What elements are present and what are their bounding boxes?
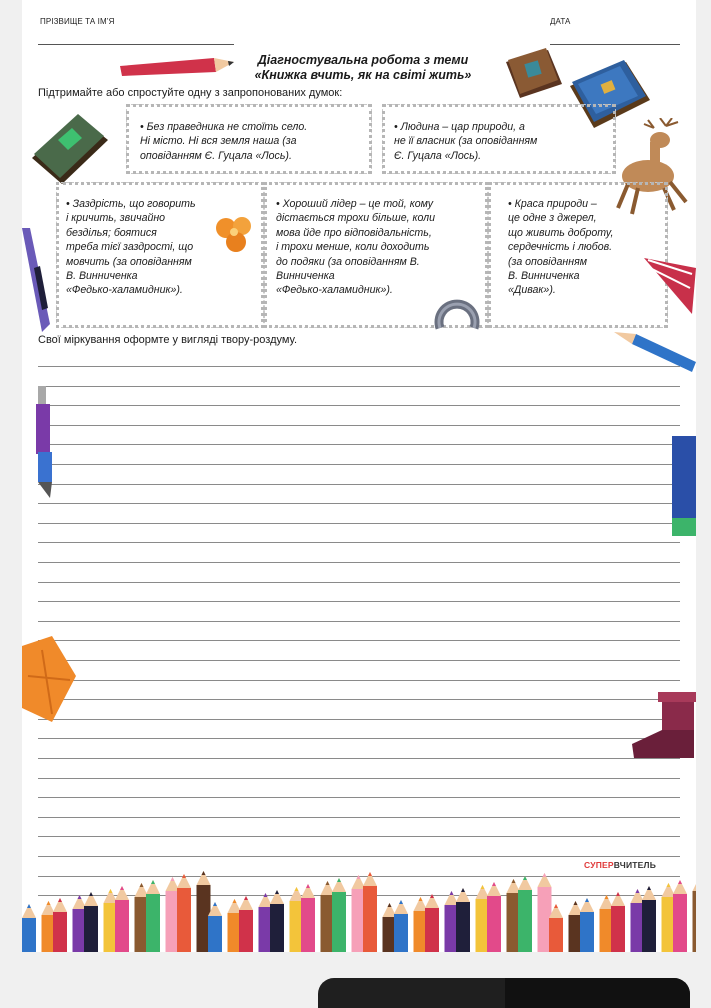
writing-line[interactable] <box>38 738 680 739</box>
pencil-icon <box>456 888 470 952</box>
writing-line[interactable] <box>38 817 680 818</box>
horseshoe-icon <box>434 290 480 334</box>
writing-line[interactable] <box>38 542 680 543</box>
writing-line[interactable] <box>38 425 680 426</box>
title-line-2: «Книжка вчить, як на світі жить» <box>254 68 472 82</box>
writing-line[interactable] <box>38 562 680 563</box>
writing-line[interactable] <box>38 640 680 641</box>
pencil-icon <box>487 882 501 952</box>
worksheet-title <box>218 53 508 83</box>
book-icon <box>28 110 112 188</box>
pencil-icon <box>53 898 67 952</box>
quote-text: • Людина – цар природи, а не її власник (за оповіданням Є. Гуцала «Лось). <box>394 121 538 162</box>
quote-text: • Заздрість, що говорить і кричить, звичайно безділья; боятися треба тієї заздрості, що мовчить (за оповіданням В. Винниченка «Федько-халамидник»). <box>66 198 196 297</box>
leaf-icon <box>22 636 78 726</box>
writing-line[interactable] <box>38 699 680 700</box>
writing-line[interactable] <box>38 444 680 445</box>
pencil-icon <box>239 896 253 952</box>
pencil-border <box>22 862 696 952</box>
writing-line[interactable] <box>38 719 680 720</box>
pencil-icon <box>363 872 377 952</box>
pen-icon <box>666 432 696 540</box>
writing-line[interactable] <box>38 386 680 387</box>
pencil-icon <box>580 898 594 952</box>
pencil-icon <box>614 332 696 374</box>
pencil-icon <box>693 877 697 952</box>
pencil-icon <box>115 886 129 952</box>
brand-logo: СУПЕРВЧИТЕЛЬ <box>584 860 656 870</box>
writing-line[interactable] <box>38 660 680 661</box>
pencil-icon <box>177 874 191 952</box>
name-field-line[interactable] <box>38 44 234 45</box>
title-line-1: Діагностувальна робота з теми <box>257 53 469 67</box>
toolbar-segment[interactable] <box>505 978 690 1008</box>
writing-line[interactable] <box>38 484 680 485</box>
pencil-icon <box>270 890 284 952</box>
quote-text: • Без праведника не стоїть село. Ні місто. Ні вся земля наша (за оповіданням Є. Гуцала «Лось). <box>140 121 308 162</box>
writing-line[interactable] <box>38 503 680 504</box>
pencil-icon <box>332 878 346 952</box>
writing-line[interactable] <box>38 621 680 622</box>
pencil-icon <box>673 880 687 952</box>
date-field-line[interactable] <box>550 44 680 45</box>
writing-line[interactable] <box>38 836 680 837</box>
pencil-icon <box>425 894 439 952</box>
flower-icon <box>212 214 256 254</box>
pencil-icon <box>22 904 36 952</box>
boot-icon <box>628 690 696 762</box>
instruction-text: Підтримайте або спростуйте одну з запропонованих думок: <box>38 87 343 99</box>
writing-line[interactable] <box>38 680 680 681</box>
quote-text: • Хороший лідер – це той, кому дістається трохи більше, коли мова йде про відповідальність, і трохи менше, коли доходить до подяки (за оповіданням В. Винниченка «Федько-халамидник»). <box>276 198 435 297</box>
book-icon <box>500 44 566 104</box>
umbrella-icon <box>644 254 696 320</box>
pencil-icon <box>394 900 408 952</box>
pencil-icon <box>146 880 160 952</box>
writing-line[interactable] <box>38 758 680 759</box>
writing-line[interactable] <box>38 856 680 857</box>
pencil-icon <box>518 876 532 952</box>
writing-line[interactable] <box>38 601 680 602</box>
writing-line[interactable] <box>38 582 680 583</box>
worksheet-page <box>22 0 696 952</box>
writing-line[interactable] <box>38 405 680 406</box>
bottom-toolbar[interactable] <box>318 978 690 1008</box>
writing-line[interactable] <box>38 464 680 465</box>
pencil-icon <box>611 892 625 952</box>
name-label: ПРІЗВИЩЕ ТА ІМ’Я <box>40 17 115 26</box>
writing-line[interactable] <box>38 366 680 367</box>
pen-icon <box>28 386 62 498</box>
pen-icon <box>22 228 52 334</box>
writing-line[interactable] <box>38 523 680 524</box>
writing-line[interactable] <box>38 778 680 779</box>
quote-text: • Краса природи – це одне з джерел, що живить доброту, сердечність і любов. (за оповіданням В. Винниченка «Дивак»). <box>508 198 614 297</box>
pencil-icon <box>642 886 656 952</box>
pencil-icon <box>84 892 98 952</box>
pencil-icon <box>301 884 315 952</box>
date-label: ДАТА <box>550 17 571 26</box>
essay-instruction: Свої міркування оформте у вигляді твору-роздуму. <box>38 334 297 346</box>
writing-line[interactable] <box>38 797 680 798</box>
